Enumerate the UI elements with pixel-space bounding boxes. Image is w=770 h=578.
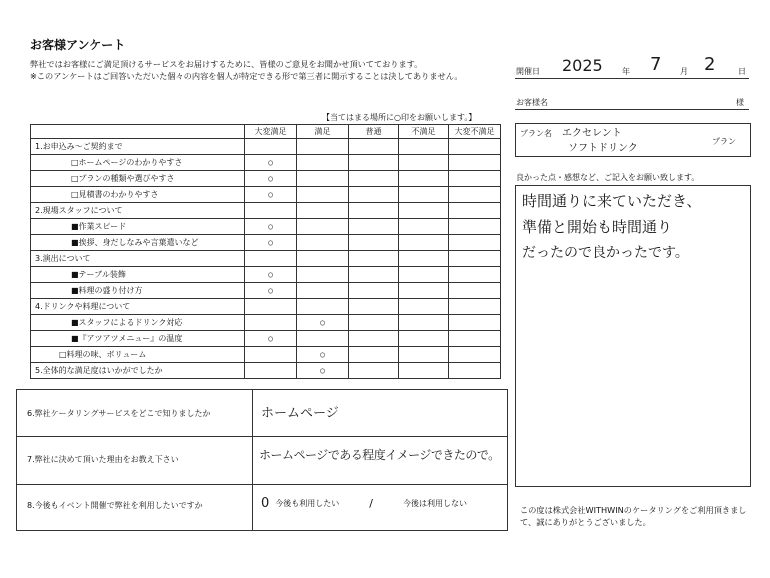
- q7-row-divider: [17, 436, 507, 437]
- satisfaction-table: [30, 124, 501, 379]
- table-row: [31, 219, 501, 235]
- rating-cell[interactable]: [449, 139, 501, 155]
- table-row: [31, 139, 501, 155]
- rating-cell[interactable]: [245, 363, 297, 379]
- rating-cell[interactable]: [449, 251, 501, 267]
- table-row: [31, 363, 501, 379]
- year-unit: 年: [622, 67, 630, 76]
- q8-option-no[interactable]: 今後は利用しない: [403, 499, 467, 508]
- question-cell: □ホームページのわかりやすさ: [31, 155, 245, 171]
- q6-label: 6.弊社ケータリングサービスをどこで知りましたか: [27, 409, 211, 418]
- rating-cell[interactable]: [449, 299, 501, 315]
- event-day[interactable]: 2: [704, 54, 716, 75]
- plan-value-2[interactable]: ソフトドリンク: [568, 143, 638, 154]
- rating-cell[interactable]: [399, 187, 449, 203]
- question-cell: ■スタッフによるドリンク対応: [31, 315, 245, 331]
- circle-mark: ○: [320, 366, 325, 375]
- rating-cell[interactable]: [349, 155, 399, 171]
- rating-cell[interactable]: [449, 187, 501, 203]
- thank-you-message: この度は株式会社WITHWINのケータリングをご利用頂きまして、誠にありがとうございました。: [520, 505, 747, 527]
- header-dissatisfied: 不満足: [399, 125, 449, 139]
- rating-cell[interactable]: [399, 347, 449, 363]
- table-row: [31, 155, 501, 171]
- rating-cell[interactable]: [245, 203, 297, 219]
- header-very-dissatisfied: 大変不満足: [449, 125, 501, 139]
- rating-cell[interactable]: [245, 155, 297, 171]
- table-row: [31, 171, 501, 187]
- question-cell: ■『アツアツメニュー』の温度: [31, 331, 245, 347]
- event-date-label: 開催日: [516, 67, 540, 76]
- rating-cell[interactable]: [399, 363, 449, 379]
- survey-title: お客様アンケート: [30, 38, 126, 52]
- rating-cell[interactable]: [297, 139, 349, 155]
- rating-cell[interactable]: [349, 251, 399, 267]
- month-unit: 月: [680, 67, 688, 76]
- rating-cell[interactable]: [297, 187, 349, 203]
- question-cell: □プランの種類や選びやすさ: [31, 171, 245, 187]
- rating-cell[interactable]: [449, 363, 501, 379]
- rating-cell[interactable]: [349, 347, 399, 363]
- question-cell: 2.現場スタッフについて: [31, 203, 245, 219]
- rating-cell[interactable]: [297, 155, 349, 171]
- rating-cell[interactable]: [245, 299, 297, 315]
- customer-name-label: お客様名: [516, 98, 548, 107]
- rating-cell[interactable]: [297, 171, 349, 187]
- rating-cell[interactable]: [449, 315, 501, 331]
- rating-cell[interactable]: [297, 299, 349, 315]
- event-year[interactable]: 2025: [562, 56, 603, 75]
- q6-answer[interactable]: ホームページ: [261, 406, 339, 421]
- rating-cell[interactable]: [449, 283, 501, 299]
- rating-cell[interactable]: [449, 347, 501, 363]
- rating-cell[interactable]: [245, 235, 297, 251]
- question-cell: ■挨拶、身だしなみや言葉遣いなど: [31, 235, 245, 251]
- rating-cell[interactable]: [349, 219, 399, 235]
- table-row: [31, 283, 501, 299]
- rating-cell[interactable]: [349, 315, 399, 331]
- comment-line-2[interactable]: 準備と開始も時間通り: [522, 218, 673, 236]
- table-row: [31, 347, 501, 363]
- rating-cell[interactable]: [349, 171, 399, 187]
- comment-label: 良かった点・感想など、ご記入をお願い致します。: [516, 173, 700, 182]
- rating-cell[interactable]: [349, 283, 399, 299]
- table-row: [31, 331, 501, 347]
- rating-cell[interactable]: [297, 283, 349, 299]
- rating-cell[interactable]: [399, 155, 449, 171]
- intro-text: [30, 58, 500, 82]
- rating-cell[interactable]: [399, 251, 449, 267]
- intro-line-1: 弊社ではお客様にご満足頂けるサービスをお届けするために、皆様のご意見をお聞かせ頂いてております。: [30, 59, 423, 69]
- circle-mark: ○: [268, 286, 273, 295]
- event-month[interactable]: 7: [650, 54, 662, 75]
- rating-cell[interactable]: [449, 155, 501, 171]
- rating-cell[interactable]: [349, 363, 399, 379]
- header-satisfied: 満足: [297, 125, 349, 139]
- rating-cell[interactable]: [399, 283, 449, 299]
- header-very-satisfied: 大変満足: [245, 125, 297, 139]
- header-question-cell: [31, 125, 245, 139]
- day-unit: 日: [738, 67, 746, 76]
- rating-cell[interactable]: [297, 347, 349, 363]
- circle-mark: ○: [268, 158, 273, 167]
- rating-cell[interactable]: [245, 283, 297, 299]
- rating-cell[interactable]: [399, 203, 449, 219]
- plan-label: プラン名: [520, 129, 552, 138]
- plan-value-1[interactable]: エクセレント: [562, 128, 622, 139]
- rating-cell[interactable]: [297, 267, 349, 283]
- circle-mark: ○: [268, 222, 273, 231]
- question-cell: 4.ドリンクや料理について: [31, 299, 245, 315]
- comment-box: [515, 185, 751, 487]
- rating-cell[interactable]: [245, 331, 297, 347]
- rating-cell[interactable]: [297, 203, 349, 219]
- rating-cell[interactable]: [297, 251, 349, 267]
- rating-cell[interactable]: [349, 203, 399, 219]
- plan-suffix: プラン: [712, 137, 736, 146]
- rating-cell[interactable]: [349, 299, 399, 315]
- rating-cell[interactable]: [245, 171, 297, 187]
- questions-divider: [252, 390, 253, 530]
- q8-row-divider: [17, 484, 507, 485]
- circle-mark: ○: [268, 174, 273, 183]
- circle-mark: ○: [320, 318, 325, 327]
- q8-label: 8.今後もイベント開催で弊社を利用したいですか: [27, 501, 203, 510]
- customer-underline: [515, 109, 749, 110]
- rating-cell[interactable]: [399, 235, 449, 251]
- table-row: [31, 203, 501, 219]
- intro-line-2: ※このアンケートはご回答いただいた個々の内容を個人が特定できる形で第三者に開示することは決してありません。: [30, 71, 463, 81]
- date-underline: [515, 78, 749, 79]
- comment-line-3[interactable]: だったので良かったです。: [522, 245, 689, 261]
- table-row: [31, 187, 501, 203]
- instruction-notice: 【当てはまる場所に○印をお願いします。】: [322, 113, 477, 122]
- rating-cell[interactable]: [449, 235, 501, 251]
- rating-cell[interactable]: [399, 331, 449, 347]
- questions-box: [16, 389, 508, 531]
- rating-cell[interactable]: [245, 139, 297, 155]
- rating-cell[interactable]: [297, 315, 349, 331]
- rating-cell[interactable]: [449, 203, 501, 219]
- circle-mark: ○: [268, 270, 273, 279]
- rating-cell[interactable]: [349, 331, 399, 347]
- q7-answer[interactable]: ホームページである程度イメージできたので。: [259, 448, 500, 462]
- question-cell: 1.お申込み～ご契約まで: [31, 139, 245, 155]
- table-row: [31, 315, 501, 331]
- rating-cell[interactable]: [349, 187, 399, 203]
- rating-cell[interactable]: [245, 187, 297, 203]
- circle-mark: ○: [320, 350, 325, 359]
- table-row: [31, 251, 501, 267]
- rating-cell[interactable]: [449, 331, 501, 347]
- question-cell: 5.全体的な満足度はいかがでしたか: [31, 363, 245, 379]
- comment-line-1[interactable]: 時間通りに来ていただき、: [522, 192, 702, 210]
- table-row: [31, 267, 501, 283]
- rating-cell[interactable]: [399, 267, 449, 283]
- circle-mark: ○: [268, 190, 273, 199]
- table-row: [31, 235, 501, 251]
- header-neutral: 普通: [349, 125, 399, 139]
- q8-separator: /: [369, 497, 373, 510]
- circle-mark: ○: [268, 238, 273, 247]
- rating-cell[interactable]: [245, 315, 297, 331]
- customer-suffix: 様: [736, 98, 744, 107]
- question-cell: ■料理の盛り付け方: [31, 283, 245, 299]
- rating-cell[interactable]: [245, 347, 297, 363]
- q8-option-yes[interactable]: 今後も利用したい: [275, 499, 340, 508]
- plan-box: [515, 123, 751, 157]
- rating-cell[interactable]: [297, 219, 349, 235]
- question-cell: ■テーブル装飾: [31, 267, 245, 283]
- question-cell: □料理の味、ボリューム: [31, 347, 245, 363]
- rating-cell[interactable]: [349, 235, 399, 251]
- rating-cell[interactable]: [449, 219, 501, 235]
- rating-cell[interactable]: [245, 251, 297, 267]
- rating-cell[interactable]: [297, 235, 349, 251]
- rating-cell[interactable]: [399, 171, 449, 187]
- q7-label: 7.弊社に決めて頂いた理由をお教え下さい: [27, 455, 179, 464]
- rating-cell[interactable]: [449, 171, 501, 187]
- table-header-row: [31, 125, 501, 139]
- circle-mark: ○: [268, 334, 273, 343]
- rating-cell[interactable]: [399, 299, 449, 315]
- rating-cell[interactable]: [297, 331, 349, 347]
- rating-cell[interactable]: [245, 219, 297, 235]
- q8-options: [261, 496, 467, 511]
- rating-cell[interactable]: [399, 219, 449, 235]
- rating-cell[interactable]: [399, 139, 449, 155]
- rating-cell[interactable]: [399, 315, 449, 331]
- q8-selected-mark: 0: [261, 496, 270, 511]
- table-row: [31, 299, 501, 315]
- rating-cell[interactable]: [349, 267, 399, 283]
- rating-cell[interactable]: [449, 267, 501, 283]
- rating-cell[interactable]: [245, 267, 297, 283]
- rating-cell[interactable]: [349, 139, 399, 155]
- question-cell: 3.演出について: [31, 251, 245, 267]
- question-cell: ■作業スピード: [31, 219, 245, 235]
- rating-cell[interactable]: [297, 363, 349, 379]
- question-cell: □見積書のわかりやすさ: [31, 187, 245, 203]
